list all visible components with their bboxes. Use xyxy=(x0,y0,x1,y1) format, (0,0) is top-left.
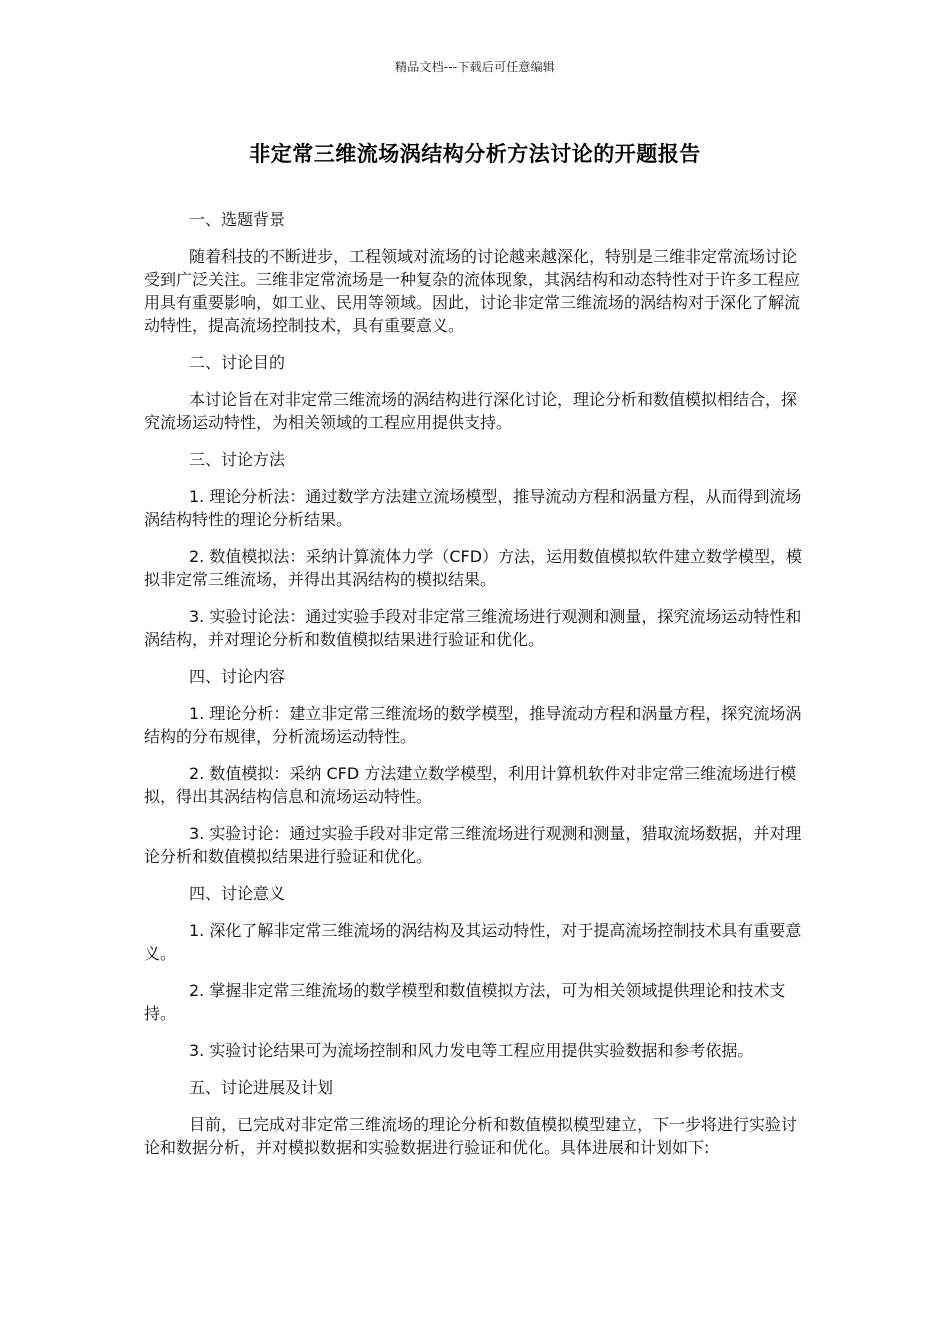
paragraph-content-numerical: 2. 数值模拟：采纳 CFD 方法建立数学模型，利用计算机软件对非定常三维流场进行模拟，得出其涡结构信息和流场运动特性。 xyxy=(144,764,797,806)
section-heading-significance: 四、讨论意义 xyxy=(189,884,286,903)
paragraph-background: 随着科技的不断进步，工程领域对流场的讨论越来越深化，特别是三维非定常流场讨论受到广泛关注。三维非定常流场是一种复杂的流体现象，其涡结构和动态特性对于许多工程应用具有重要影响，如工业、民用等领域。因此，讨论非定常三维流场的涡结构对于深化了解流动特性，提高流场控制技术，具有重要意义。 xyxy=(144,247,801,335)
section-heading-progress: 五、讨论进展及计划 xyxy=(189,1078,334,1097)
paragraph-significance-2: 2. 掌握非定常三维流场的数学模型和数值模拟方法，可为相关领域提供理论和技术支持。 xyxy=(144,981,786,1023)
paragraph-progress: 目前，已完成对非定常三维流场的理论分析和数值模拟模型建立，下一步将进行实验讨论和数据分析，并对模拟数据和实验数据进行验证和优化。具体进展和计划如下: xyxy=(144,1115,798,1157)
paragraph-method-theory: 1. 理论分析法：通过数学方法建立流场模型，推导流动方程和涡量方程，从而得到流场涡结构特性的理论分析结果。 xyxy=(144,487,802,529)
paragraph-method-experiment: 3. 实验讨论法：通过实验手段对非定常三维流场进行观测和测量，探究流场运动特性和涡结构，并对理论分析和数值模拟结果进行验证和优化。 xyxy=(144,607,802,649)
paragraph-purpose: 本讨论旨在对非定常三维流场的涡结构进行深化讨论，理论分析和数值模拟相结合，探究流场运动特性，为相关领域的工程应用提供支持。 xyxy=(144,390,798,432)
document-body xyxy=(144,208,806,1173)
document-title: 非定常三维流场涡结构分析方法讨论的开题报告 xyxy=(249,142,701,166)
paragraph-content-theory: 1. 理论分析：建立非定常三维流场的数学模型，推导流动方程和涡量方程，探究流场涡结构的分布规律，分析流场运动特性。 xyxy=(144,704,802,746)
paragraph-significance-1: 1. 深化了解非定常三维流场的涡结构及其运动特性，对于提高流场控制技术具有重要意义。 xyxy=(144,921,802,963)
section-heading-background: 一、选题背景 xyxy=(189,210,286,229)
paragraph-significance-3: 3. 实验讨论结果可为流场控制和风力发电等工程应用提供实验数据和参考依据。 xyxy=(189,1041,754,1060)
paragraph-method-numerical: 2. 数值模拟法：采纳计算流体力学（CFD）方法，运用数值模拟软件建立数学模型，模拟非定常三维流场，并得出其涡结构的模拟结果。 xyxy=(144,547,803,589)
section-heading-content: 四、讨论内容 xyxy=(189,667,286,686)
section-heading-purpose: 二、讨论目的 xyxy=(189,353,286,372)
paragraph-content-experiment: 3. 实验讨论：通过实验手段对非定常三维流场进行观测和测量，猎取流场数据，并对理论分析和数值模拟结果进行验证和优化。 xyxy=(144,824,802,866)
header-note: 精品文档---下载后可任意编辑 xyxy=(395,60,555,74)
section-heading-methods: 三、讨论方法 xyxy=(189,450,286,469)
